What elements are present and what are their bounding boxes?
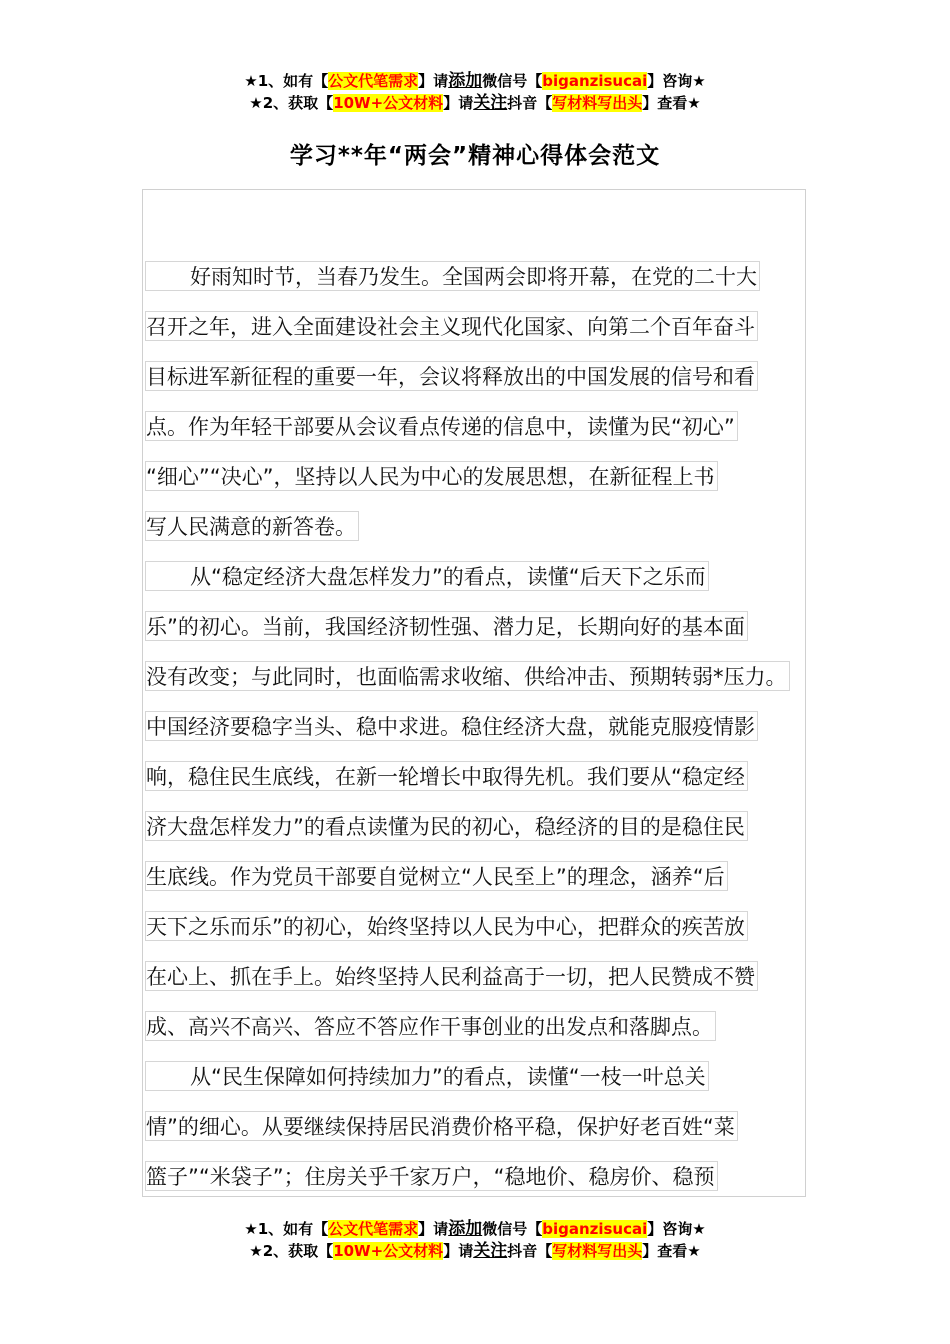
promo-line-2: ★2、获取【10W+公文材料】请关注抖音【写材料写出头】查看★	[249, 93, 701, 113]
text-line: 从“民生保障如何持续加力”的看点，读懂“一枝一叶总关	[145, 1061, 709, 1091]
text-line: 济大盘怎样发力”的看点读懂为民的初心，稳经济的目的是稳住民	[145, 811, 748, 841]
text-line: “细心”“决心”，坚持以人民为中心的发展思想，在新征程上书	[145, 461, 718, 491]
highlight-service: 公文代笔需求	[328, 1220, 419, 1238]
douyin-account: 写材料写出头	[552, 94, 643, 112]
text-line: 中国经济要稳字当头、稳中求进。稳住经济大盘，就能克服疫情影	[145, 711, 758, 741]
promo-banner-top	[0, 70, 950, 114]
douyin-account: 写材料写出头	[552, 1242, 643, 1260]
text-line: 响，稳住民生底线，在新一轮增长中取得先机。我们要从“稳定经	[145, 761, 748, 791]
text-line: 在心上、抓在手上。始终坚持人民利益高于一切，把人民赞成不赞	[145, 961, 758, 991]
text-line: 召开之年，进入全面建设社会主义现代化国家、向第二个百年奋斗	[145, 311, 758, 341]
text-line: 从“稳定经济大盘怎样发力”的看点，读懂“后天下之乐而	[145, 561, 709, 591]
content-frame	[142, 189, 806, 1197]
promo-line-2: ★2、获取【10W+公文材料】请关注抖音【写材料写出头】查看★	[249, 1241, 701, 1261]
text-line: 成、高兴不高兴、答应不答应作干事创业的出发点和落脚点。	[145, 1011, 716, 1041]
document-title: 学习**年“两会”精神心得体会范文	[289, 143, 661, 169]
text-line: 目标进军新征程的重要一年，会议将释放出的中国发展的信号和看	[145, 361, 758, 391]
text-line: 写人民满意的新答卷。	[145, 511, 359, 541]
text-line: 篮子”“米袋子”；住房关乎千家万户，“稳地价、稳房价、稳预	[145, 1161, 718, 1191]
highlight-materials: 10W+公文材料	[333, 94, 444, 112]
promo-line-1: ★1、如有【公文代笔需求】请添加微信号【biganzisucai】咨询★	[244, 1219, 706, 1239]
text-line: 点。作为年轻干部要从会议看点传递的信息中，读懂为民“初心”	[145, 411, 738, 441]
text-line: 情”的细心。从要继续保持居民消费价格平稳，保护好老百姓“菜	[145, 1111, 738, 1141]
text-line: 天下之乐而乐”的初心，始终坚持以人民为中心，把群众的疾苦放	[145, 911, 748, 941]
text-line: 好雨知时节，当春乃发生。全国两会即将开幕，在党的二十大	[145, 261, 760, 291]
text-line: 生底线。作为党员干部要自觉树立“人民至上”的理念，涵养“后	[145, 861, 728, 891]
promo-line-1: ★1、如有【公文代笔需求】请添加微信号【biganzisucai】咨询★	[244, 71, 706, 91]
wechat-id: biganzisucai	[542, 72, 648, 90]
text-line: 乐”的初心。当前，我国经济韧性强、潜力足，长期向好的基本面	[145, 611, 748, 641]
wechat-id: biganzisucai	[542, 1220, 648, 1238]
highlight-service: 公文代笔需求	[328, 72, 419, 90]
text-line: 没有改变；与此同时，也面临需求收缩、供给冲击、预期转弱*压力。	[145, 661, 790, 691]
highlight-materials: 10W+公文材料	[333, 1242, 444, 1260]
promo-banner-bottom	[0, 1218, 950, 1262]
